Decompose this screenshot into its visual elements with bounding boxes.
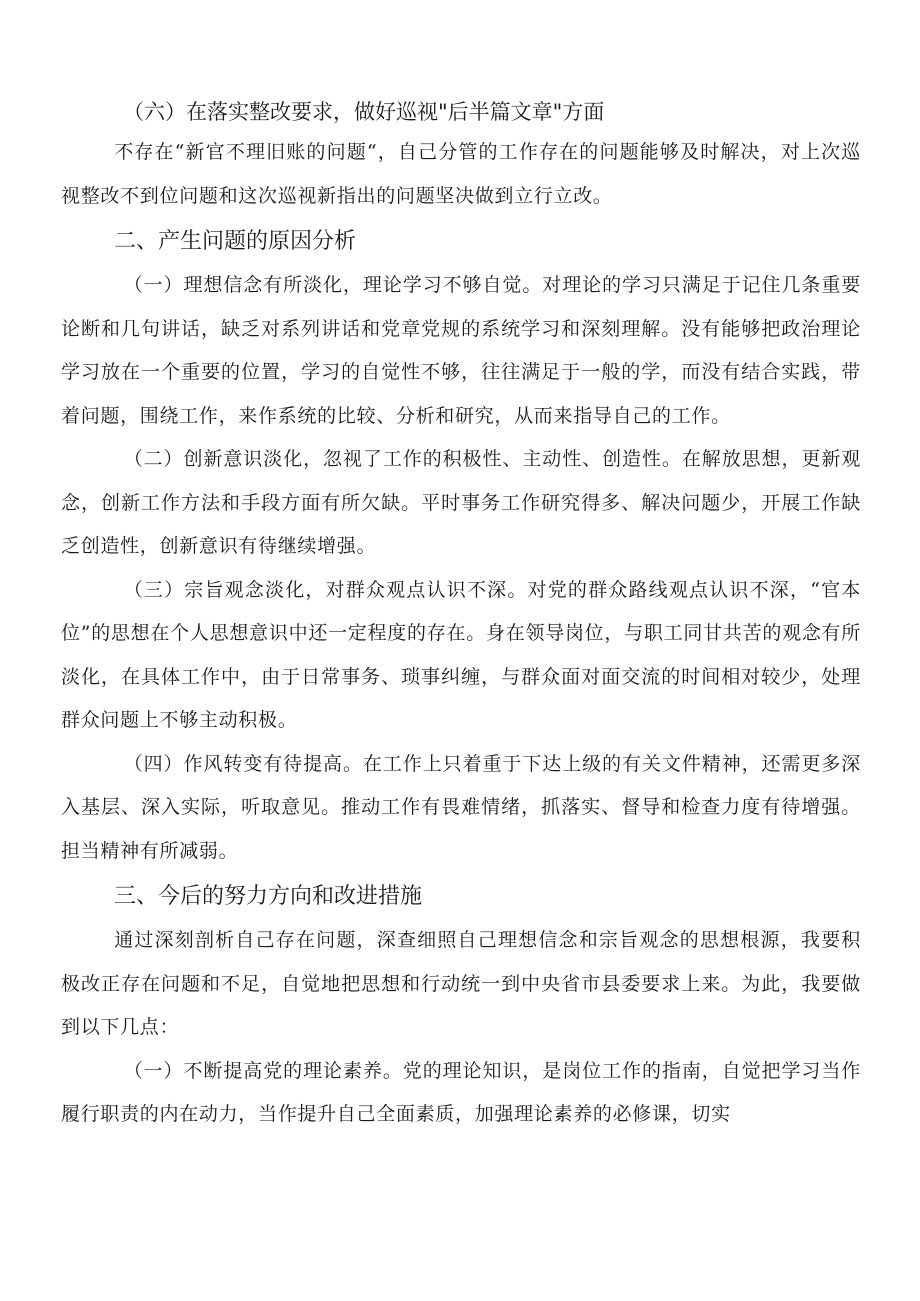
part-2-paragraph-3: （三）宗旨观念淡化，对群众观点认识不深。对党的群众路线观点认识不深，“官本位”的思想在个人思想意识中还一定程度的存在。身在领导岗位，与职工同甘共苦的观念有所淡化，在具体工作中，由于日常事务、琐事纠缠，与群众面对面交流的时间相对较少，处理群众问题上不够主动积极。 bbox=[61, 578, 861, 731]
part-3-heading: 三、今后的努力方向和改进措施 bbox=[114, 884, 423, 909]
section-6-heading: （六）在落实整改要求，做好巡视"后半篇文章"方面 bbox=[123, 100, 605, 124]
part-3-paragraph-1: 通过深刻剖析自己存在问题，深查细照自己理想信念和宗旨观念的思想根源，我要积极改正存在问题和不足，自觉地把思想和行动统一到中央省市县委要求上来。为此，我要做到以下几点： bbox=[61, 929, 861, 1038]
part-3-paragraph-2: （一）不断提高党的理论素养。党的理论知识，是岗位工作的指南，自觉把学习当作履行职责的内在动力，当作提升自己全面素质，加强理论素养的必修课，切实 bbox=[61, 1059, 861, 1125]
section-6-paragraph: 不存在“新官不理旧账的问题“，自己分管的工作存在的问题能够及时解决，对上次巡视整改不到位问题和这次巡视新指出的问题坚决做到立行立改。 bbox=[61, 141, 861, 207]
document-body bbox=[61, 93, 861, 1137]
part-2-paragraph-4: （四）作风转变有待提高。在工作上只着重于下达上级的有关文件精神，还需更多深入基层、深入实际，听取意见。推动工作有畏难情绪，抓落实、督导和检查力度有待增强。担当精神有所减弱。 bbox=[61, 752, 861, 862]
part-2-paragraph-2: （二）创新意识淡化，忽视了工作的积极性、主动性、创造性。在解放思想，更新观念，创新工作方法和手段方面有所欠缺。平时事务工作研究得多、解决问题少，开展工作缺乏创造性，创新意识有待继续增强。 bbox=[61, 448, 861, 557]
part-2-paragraph-1: （一）理想信念有所淡化，理论学习不够自觉。对理论的学习只满足于记住几条重要论断和几句讲话，缺乏对系列讲话和党章党规的系统学习和深刻理解。没有能够把政治理论学习放在一个重要的位置，学习的自觉性不够，往往满足于一般的学，而没有结合实践，带着问题，围绕工作，来作系统的比较、分析和研究，从而来指导自己的工作。 bbox=[61, 274, 861, 427]
part-2-heading: 二、产生问题的原因分析 bbox=[114, 229, 357, 254]
